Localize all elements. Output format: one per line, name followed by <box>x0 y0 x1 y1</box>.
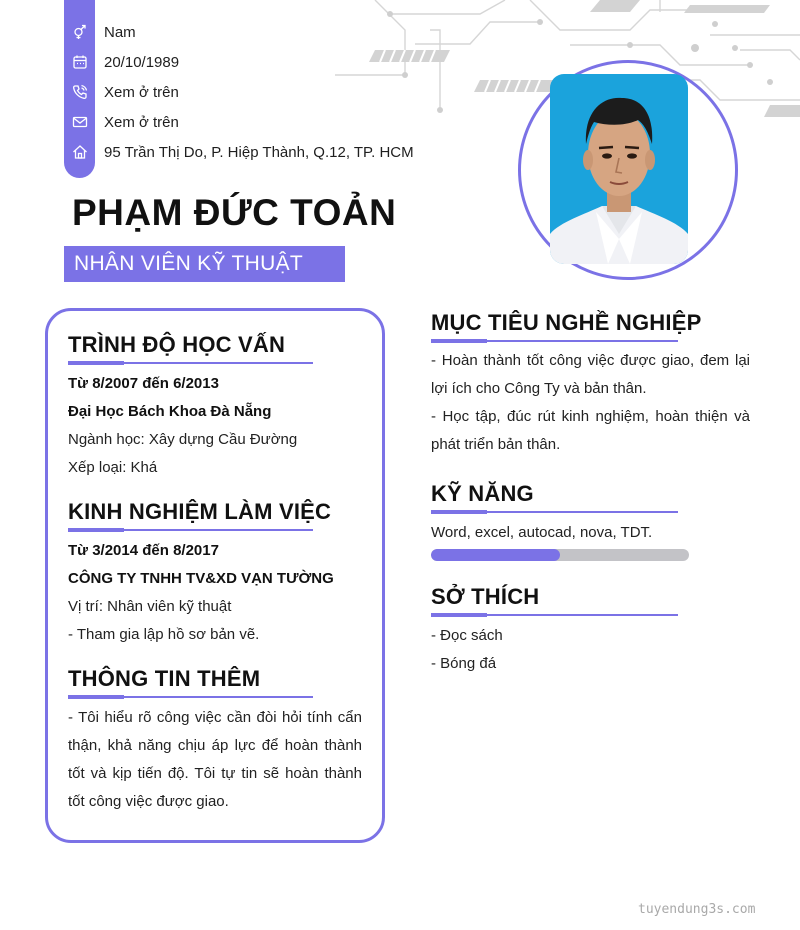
skills-divider <box>431 511 678 513</box>
experience-duty: - Tham gia lập hồ sơ bản vẽ. <box>68 626 260 643</box>
phone-icon <box>64 84 95 100</box>
objective-item-1: - Hoàn thành tốt công việc được giao, đem lại lợi ích cho Công Ty và bản thân. <box>431 352 750 397</box>
job-title: NHÂN VIÊN KỸ THUẬT <box>74 252 304 275</box>
education-period: Từ 8/2007 đến 6/2013 <box>68 375 219 392</box>
experience-company: CÔNG TY TNHH TV&XD VẠN TƯỜNG <box>68 570 334 587</box>
candidate-name: PHẠM ĐỨC TOẢN <box>72 192 397 233</box>
calendar-icon <box>64 54 95 70</box>
contact-birthday <box>64 51 179 73</box>
experience-period: Từ 3/2014 đến 8/2017 <box>68 542 219 559</box>
contact-gender <box>64 21 136 43</box>
skill-level-bar <box>431 549 689 561</box>
watermark-text: tuyendung3s.com <box>638 902 756 917</box>
additional-heading: THÔNG TIN THÊM <box>68 666 261 691</box>
hobbies-divider <box>431 614 678 616</box>
education-major: Ngành học: Xây dựng Cầu Đường <box>68 431 298 448</box>
email-value: Xem ở trên <box>104 113 179 131</box>
contact-email <box>64 111 179 133</box>
additional-text: - Tôi hiểu rõ công việc cần đòi hỏi tính cẩn thận, khả năng chịu áp lực để hoàn thành tốt và kịp tiến độ. Tôi tự tin sẽ hoàn thành tốt công việc được giao. <box>68 709 362 810</box>
additional-divider <box>68 696 313 698</box>
contact-phone <box>64 81 179 103</box>
education-heading: TRÌNH ĐỘ HỌC VẤN <box>68 332 286 357</box>
birthday-value: 20/10/1989 <box>104 53 180 71</box>
contact-address <box>64 141 414 163</box>
experience-divider <box>68 529 313 531</box>
education-grade: Xếp loại: Khá <box>68 459 158 476</box>
experience-role: Vị trí: Nhân viên kỹ thuật <box>68 598 232 615</box>
phone-value: Xem ở trên <box>104 83 179 101</box>
objective-item-2: - Học tập, đúc rút kinh nghiệm, hoàn thiện và phát triển bản thân. <box>431 408 750 453</box>
job-title-banner <box>64 246 345 282</box>
education-divider <box>68 362 313 364</box>
skill-level-fill <box>431 549 560 561</box>
objective-heading: MỤC TIÊU NGHỀ NGHIỆP <box>431 310 702 335</box>
skills-text: Word, excel, autocad, nova, TDT. <box>431 524 653 541</box>
hobbies-heading: SỞ THÍCH <box>431 584 540 609</box>
hobby-item-2: - Bóng đá <box>431 655 497 672</box>
objective-divider <box>431 340 678 342</box>
home-icon <box>64 144 95 160</box>
skills-heading: KỸ NĂNG <box>431 481 534 506</box>
gender-icon <box>64 24 95 40</box>
profile-photo <box>550 74 688 264</box>
hobby-item-1: - Đọc sách <box>431 627 503 644</box>
envelope-icon <box>64 114 95 130</box>
gender-value: Nam <box>104 23 136 41</box>
address-value: 95 Trần Thị Do, P. Hiệp Thành, Q.12, TP. HCM <box>104 143 414 161</box>
experience-heading: KINH NGHIỆM LÀM VIỆC <box>68 499 332 524</box>
education-school: Đại Học Bách Khoa Đà Nẵng <box>68 403 272 420</box>
